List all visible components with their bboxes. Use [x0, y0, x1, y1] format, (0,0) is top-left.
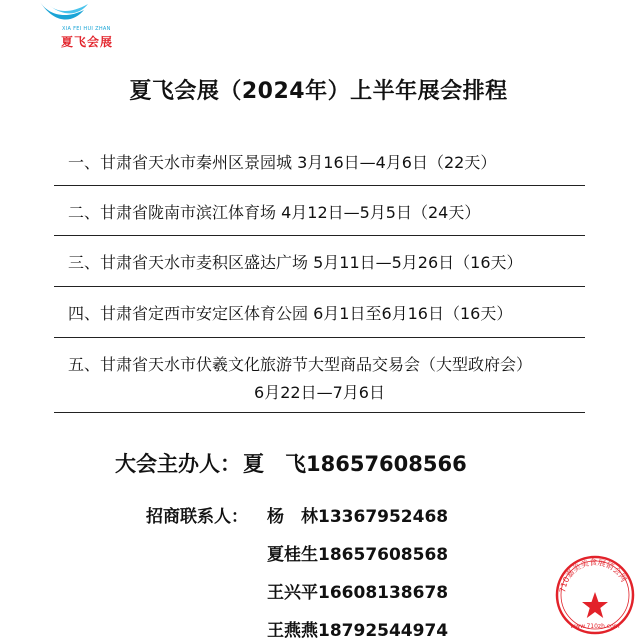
seal-text: 710嘉美美食展销会网: [558, 557, 629, 594]
schedule-row-text: 三、甘肃省天水市麦积区盛达广场 5月11日—5月26日（16天）: [68, 253, 523, 272]
contact-name: 杨 林: [267, 507, 318, 527]
contact-item: [267, 616, 448, 641]
svg-text:710嘉美美食展销会网: [558, 557, 628, 593]
seal-url: www.710zh.com: [570, 623, 620, 630]
schedule-row-text: 四、甘肃省定西市安定区体育公园 6月1日至6月16日（16天）: [68, 304, 513, 323]
star-icon: [582, 592, 608, 618]
contact-phone: 18792544974: [318, 621, 449, 641]
schedule-row-dates: 6月22日—7月6日: [254, 383, 385, 402]
contact-item: [267, 502, 448, 527]
contact-name: 王兴平: [267, 583, 318, 603]
organizer-phone: 18657608566: [306, 452, 467, 476]
schedule-row: [54, 136, 585, 186]
contact-name: 夏桂生: [267, 545, 318, 565]
schedule-row-text: 一、甘肃省天水市秦州区景园城 3月16日—4月6日（22天）: [68, 153, 497, 172]
page-title: 夏飞会展（2024年）上半年展会排程: [129, 79, 508, 104]
logo-english-text: XIA FEI HUI ZHAN: [62, 26, 111, 32]
contact-phone: 13367952468: [318, 507, 449, 527]
seal-icon: [554, 554, 636, 636]
contact-item: [267, 540, 448, 565]
organizer-line: [115, 448, 467, 478]
contacts-label: 招商联系人：: [146, 507, 248, 527]
contact-item: [267, 578, 448, 603]
seal-stamp: [554, 554, 636, 636]
contact-phone: 18657608568: [318, 545, 449, 565]
schedule-row: [54, 236, 585, 287]
contact-name: 王燕燕: [267, 621, 318, 641]
logo-chinese-text: 夏飞会展: [61, 35, 114, 49]
schedule-list: [54, 136, 585, 413]
schedule-row: [54, 338, 585, 413]
organizer-name: 夏 飞: [243, 452, 306, 476]
contact-phone: 16608138678: [318, 583, 449, 603]
schedule-row: [54, 186, 585, 236]
bird-logo-icon: [26, 0, 102, 28]
organizer-label: 大会主办人：: [115, 452, 241, 476]
schedule-row-text: 五、甘肃省天水市伏羲文化旅游节大型商品交易会（大型政府会）: [68, 355, 533, 374]
schedule-row-text: 二、甘肃省陇南市滨江体育场 4月12日—5月5日（24天）: [68, 203, 481, 222]
company-logo: [26, 0, 114, 54]
schedule-row: [54, 287, 585, 338]
